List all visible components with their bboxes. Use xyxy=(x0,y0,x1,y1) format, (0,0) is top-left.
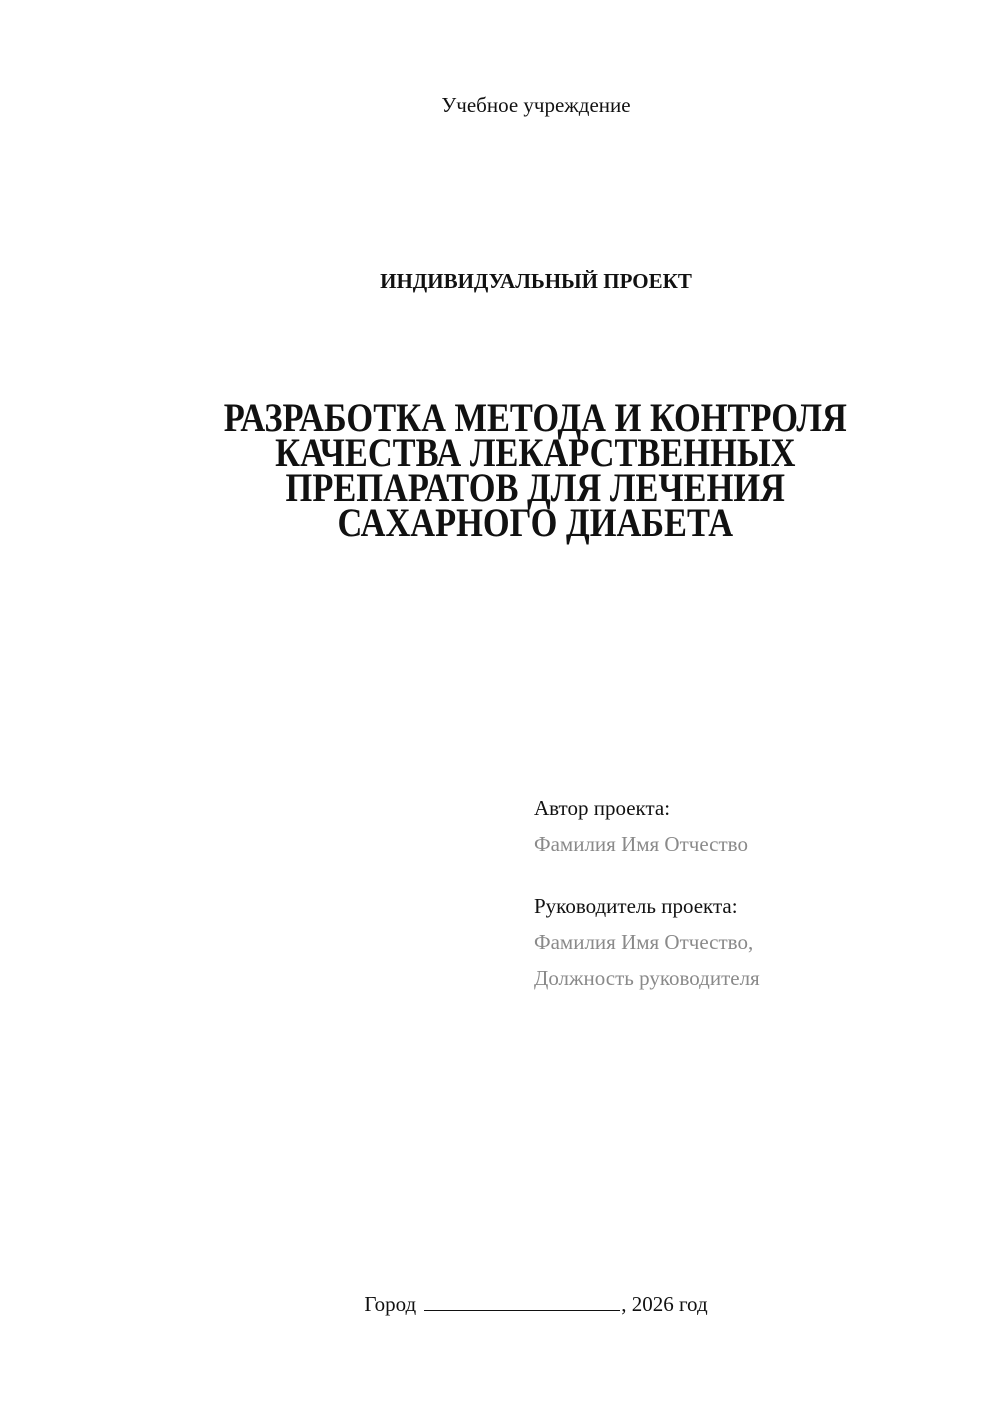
credits-spacer xyxy=(534,862,760,888)
supervisor-label: Руководитель проекта: xyxy=(534,894,738,918)
project-title-text xyxy=(223,395,847,545)
title-line-1: РАЗРАБОТКА МЕТОДА И КОНТРОЛЯ xyxy=(223,395,847,440)
author-label: Автор проекта: xyxy=(534,796,671,820)
supervisor-position: Должность руководителя xyxy=(534,966,760,990)
title-line-4: САХАРНОГО ДИАБЕТА xyxy=(337,500,733,545)
project-title xyxy=(0,395,1000,545)
city-blank-line xyxy=(424,1290,620,1311)
title-line-2: КАЧЕСТВА ЛЕКАРСТВЕННЫХ xyxy=(274,430,796,475)
institution-name: Учебное учреждение xyxy=(441,93,631,117)
footer-city-year xyxy=(0,1290,1000,1317)
author-name: Фамилия Имя Отчество xyxy=(534,832,748,856)
project-type-heading: ИНДИВИДУАЛЬНЫЙ ПРОЕКТ xyxy=(380,269,692,293)
supervisor-name: Фамилия Имя Отчество, xyxy=(534,930,754,954)
credits-block xyxy=(534,790,760,996)
year-text: , 2026 год xyxy=(621,1292,708,1316)
title-line-3: ПРЕПАРАТОВ ДЛЯ ЛЕЧЕНИЯ xyxy=(285,465,785,510)
city-label: Город xyxy=(364,1292,417,1316)
